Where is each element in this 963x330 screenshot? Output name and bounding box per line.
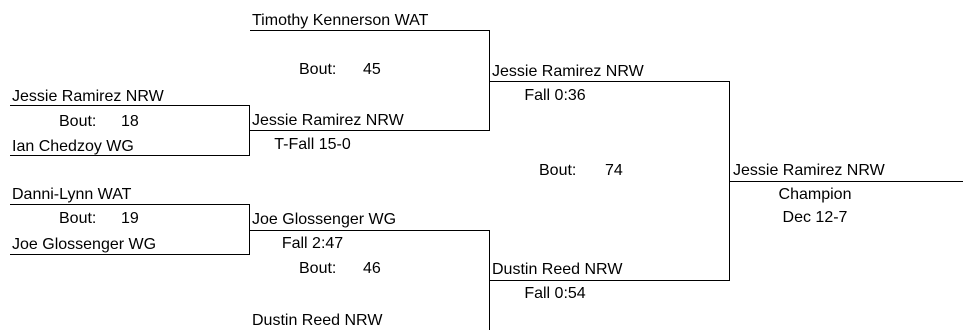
bout45-label: Bout: <box>299 61 337 78</box>
bout19-bottom-line <box>10 254 250 255</box>
bout46-top-line <box>250 230 490 231</box>
bout45-number: 45 <box>363 61 381 78</box>
bout45-result: T-Fall 15-0 <box>274 136 351 153</box>
bout45-bottom-wrestler: Jessie Ramirez NRW <box>252 112 404 129</box>
bout74-top-result: Fall 0:36 <box>524 87 586 104</box>
bout74-number: 74 <box>605 162 623 179</box>
bout74-bottom-wrestler: Dustin Reed NRW <box>492 261 623 278</box>
champion-title: Champion <box>778 186 852 203</box>
bout74-bottom-result: Fall 0:54 <box>524 285 586 302</box>
bout46-top-wrestler: Joe Glossenger WG <box>252 211 397 228</box>
bout18-number: 18 <box>121 113 139 130</box>
bout74-top-line <box>490 81 730 82</box>
bout74-top-wrestler: Jessie Ramirez NRW <box>492 63 644 80</box>
bout46-number: 46 <box>363 260 381 277</box>
bout46-result: Fall 2:47 <box>281 235 344 252</box>
bout19-number: 19 <box>121 210 139 227</box>
champion-line <box>730 181 963 182</box>
bout18-bottom-wrestler: Ian Chedzoy WG <box>12 138 134 155</box>
bout46-bottom-wrestler: Dustin Reed NRW <box>252 312 383 329</box>
bout45-top-line <box>250 30 490 31</box>
bout18-top-wrestler: Jessie Ramirez NRW <box>12 88 164 105</box>
bout19-top-wrestler: Danni-Lynn WAT <box>12 186 132 203</box>
champion-name: Jessie Ramirez NRW <box>733 162 885 179</box>
bout45-top-wrestler: Timothy Kennerson WAT <box>252 12 429 29</box>
bout74-label: Bout: <box>539 162 577 179</box>
bout45-bottom-line <box>250 130 490 131</box>
bout18-label: Bout: <box>59 113 97 130</box>
bout18-top-line <box>10 105 250 106</box>
bout46-label: Bout: <box>299 260 337 277</box>
bout19-top-line <box>10 204 250 205</box>
bout74-bottom-line <box>490 280 730 281</box>
bout19-label: Bout: <box>59 210 97 227</box>
bout19-bottom-wrestler: Joe Glossenger WG <box>12 236 157 253</box>
champion-result: Dec 12-7 <box>782 209 848 226</box>
bout18-bottom-line <box>10 155 250 156</box>
